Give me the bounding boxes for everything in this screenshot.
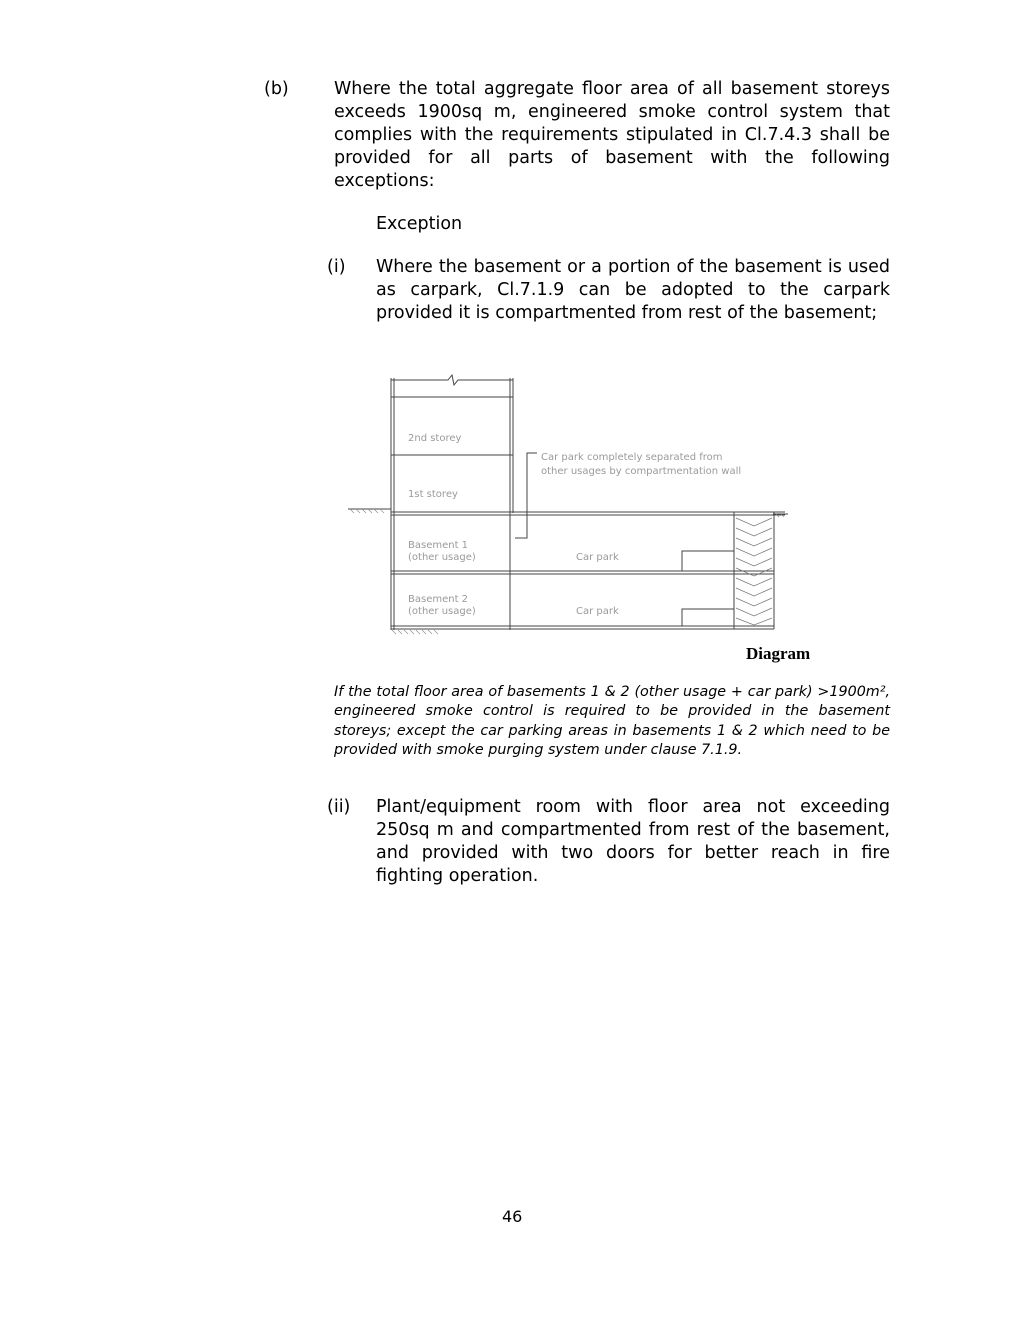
callout-leader	[515, 453, 537, 538]
label-1st-storey: 1st storey	[408, 489, 458, 500]
item-i-text: Where the basement or a portion of the basement is used as carpark, Cl.7.1.9 can be adopted to the carpark provided it is compartmented from rest of the basement;	[376, 257, 890, 323]
diagram-title: Diagram	[746, 644, 811, 663]
page-number: 46	[502, 1207, 523, 1226]
section-b-text: Where the total aggregate floor area of all basement storeys exceeds 1900sq m, engineered smoke control system that complies with the requirements stipulated in Cl.7.4.3 shall be provided for all parts of basement with the following exceptions:	[334, 79, 890, 191]
callout-line-2: other usages by compartmentation wall	[541, 466, 742, 477]
ramp-lower	[682, 609, 734, 626]
label-2nd-storey: 2nd storey	[408, 433, 462, 444]
item-i-marker: (i)	[327, 257, 346, 277]
label-basement-1: Basement 1	[408, 540, 469, 551]
diagram-caption: If the total floor area of basements 1 & 2 (other usage + car park) >1900m², engineered smoke control is required to be provided in the basement storeys; except the car parking areas in basements 1 & 2 which need to be provided with smoke purging system under clause 7.1.9.	[334, 684, 890, 759]
label-basement-2-usage: (other usage)	[408, 606, 476, 617]
label-basement-1-usage: (other usage)	[408, 552, 476, 563]
label-car-park-1: Car park	[576, 552, 619, 563]
exception-heading: Exception	[376, 214, 463, 234]
building-section-diagram	[340, 368, 810, 640]
item-ii-marker: (ii)	[327, 797, 351, 817]
item-ii-text: Plant/equipment room with floor area not exceeding 250sq m and compartmented from rest of the basement, and provided with two doors for better reach in fire fighting operation.	[376, 797, 890, 886]
section-b-marker: (b)	[264, 79, 289, 99]
label-basement-2: Basement 2	[408, 594, 469, 605]
callout-line-1: Car park completely separated from	[541, 452, 723, 463]
break-line	[391, 375, 513, 385]
label-car-park-2: Car park	[576, 606, 619, 617]
ramp-upper	[682, 551, 734, 571]
